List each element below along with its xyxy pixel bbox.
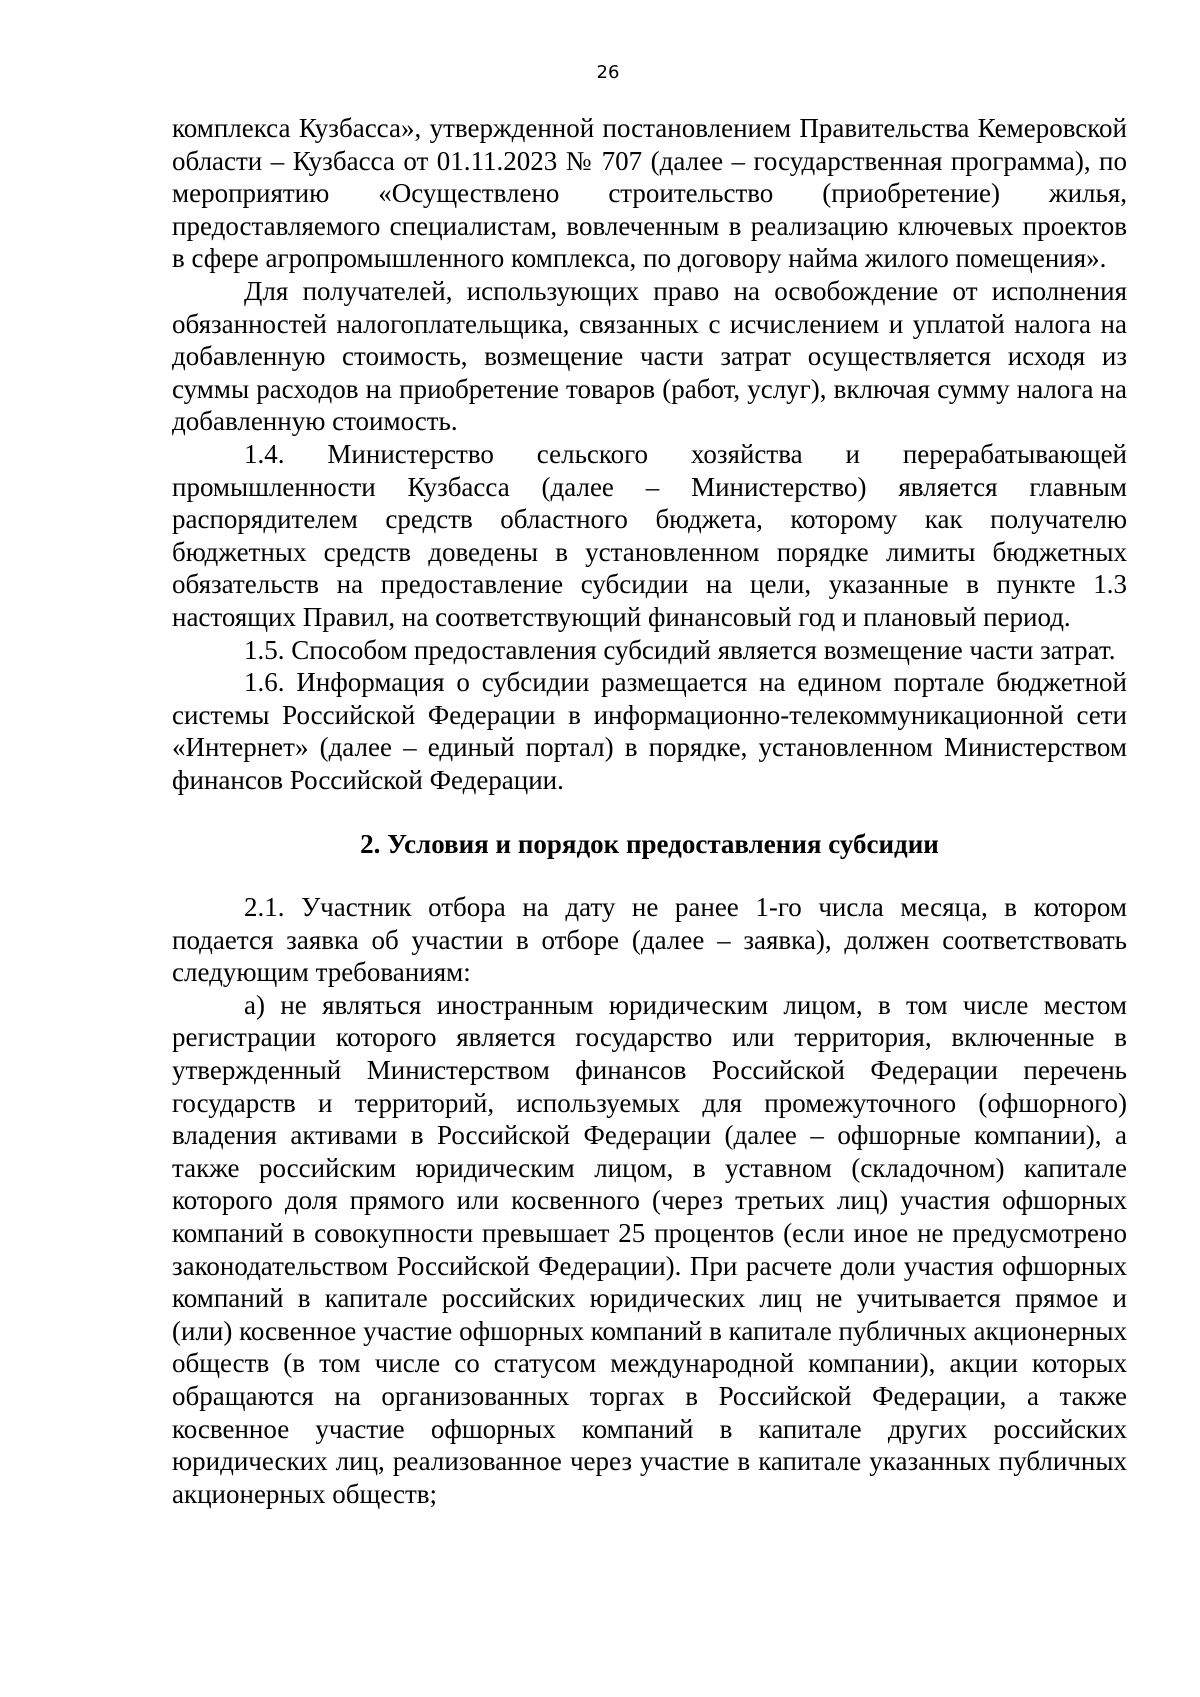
- paragraph-continuation: комплекса Кузбасса», утвержденной постановлением Правительства Кемеровской области – Кузбасса от 01.11.2023 № 707 (далее – государственная программа), по мероприятию «Осуществлено строительство (приобретение) жилья, предоставляемого специалистам, вовлеченным в реализацию ключевых проектов в сфере агропромышленного комплекса, по договору найма жилого помещения».: [172, 113, 1127, 274]
- paragraph-vat-exemption: Для получателей, использующих право на освобождение от исполнения обязанностей налогоплательщика, связанных с исчислением и уплатой налога на добавленную стоимость, возмещение части затрат осуществляется исходя из суммы расходов на приобретение товаров (работ, услуг), включая сумму налога на добавленную стоимость.: [172, 275, 1127, 437]
- paragraph-2-1-a: а) не являться иностранным юридическим лицом, в том числе местом регистрации которого является государство или территория, включенные в утвержденный Министерством финансов Российской Федерации перечень государств и территорий, используемых для промежуточного (офшорного) владения активами в Российской Федерации (далее – офшорные компании), а также российским юридическим лицом, в уставном (складочном) капитале которого доля прямого или косвенного (через третьих лиц) участия офшорных компаний в совокупности превышает 25 процентов (если иное не предусмотрено законодательством Российской Федерации). При расчете доли участия офшорных компаний в капитале российских юридических лиц не учитывается прямое и (или) косвенное участие офшорных компаний в капитале публичных акционерных обществ (в том числе со статусом международной компании), акции которых обращаются на организованных торгах в Российской Федерации, а также косвенное участие офшорных компаний в капитале других российских юридических лиц, реализованное через участие в капитале указанных публичных акционерных обществ;: [172, 989, 1127, 1509]
- document-body: [172, 112, 1127, 1510]
- paragraph-1-5: 1.5. Способом предоставления субсидий является возмещение части затрат.: [244, 634, 1116, 665]
- paragraph-1-6: 1.6. Информация о субсидии размещается на едином портале бюджетной системы Российской Федерации в информационно-телекоммуникационной сети «Интернет» (далее – единый портал) в порядке, установленном Министерством финансов Российской Федерации.: [172, 667, 1127, 795]
- section-heading: 2. Условия и порядок предоставления субсидии: [360, 829, 939, 860]
- paragraph-1-4: 1.4. Министерство сельского хозяйства и перерабатывающей промышленности Кузбасса (далее – Министерство) является главным распорядителем средств областного бюджета, которому как получателю бюджетных средств доведены в установленном порядке лимиты бюджетных обязательств на предоставление субсидии на цели, указанные в пункте 1.3 настоящих Правил, на соответствующий финансовый год и плановый период.: [172, 438, 1127, 632]
- paragraph-2-1: 2.1. Участник отбора на дату не ранее 1-го числа месяца, в котором подается заявка об участии в отборе (далее – заявка), должен соответствовать следующим требованиям:: [172, 892, 1127, 988]
- page-number: 26: [596, 62, 620, 83]
